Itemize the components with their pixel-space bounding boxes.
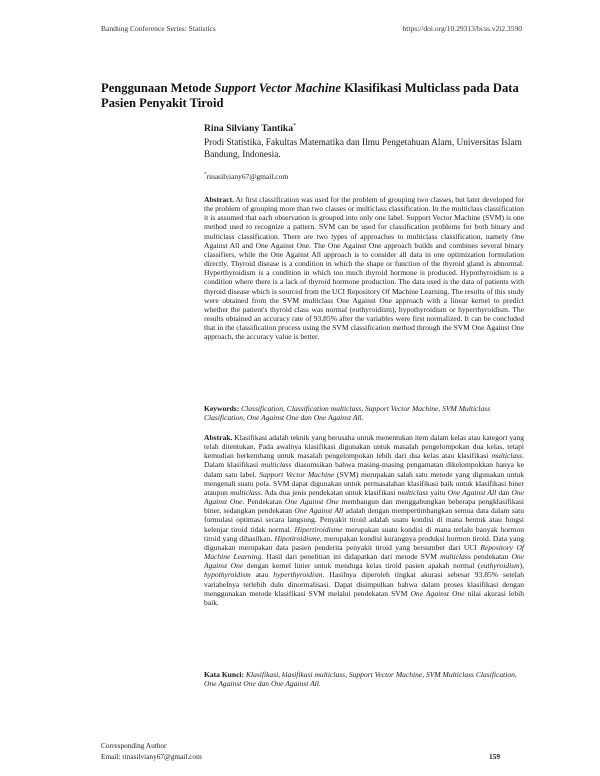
- title-part-2: Klasifikasi Multiclass pada Data Pasien Penyakit Tiroid: [101, 81, 519, 110]
- abstrak-text: (SVM) merupakan salah satu metode yang digunakan untuk mengenali suatu pola. SVM dapat digunakan untuk permasalahan klasifikasi baik untuk klasifikasi biner ataupun: [204, 469, 524, 497]
- abstrak-italic: Hipotiroidisme: [274, 533, 320, 543]
- abstrak-text: , merupakan kondisi kurangnya produksi hormon tiroid. Data yang digunakan merupakan data pasien penderita penyakit tiroid yang bersumber dari UCI: [204, 533, 524, 552]
- keywords-text: Classification, Classification multiclass, Support Vector Machine, SVM Multiclass Clasification, One Against One dan One Against All.: [204, 404, 491, 423]
- abstrak-text: yaitu: [428, 487, 448, 497]
- email-mark: *: [204, 172, 207, 178]
- author-email-text[interactable]: rinasilviany67@gmail.com: [206, 172, 289, 181]
- abstrak-text: . Hasil dari penelitian ini didapatkan dari metode SVM: [261, 552, 441, 562]
- keywords-english: [204, 404, 524, 423]
- author-mark: *: [293, 123, 297, 129]
- abstrak-text: membangun dan menggabungkan beberapa pengklasifikasi biner, sedangkan pendekatan: [204, 497, 524, 516]
- abstrak-italic: Support Vector Machine: [259, 469, 335, 479]
- abstrak-text: diasumsikan bahwa masing-masing pengamatan dikelompokkan hanya ke dalam satu label.: [204, 460, 524, 479]
- footer-email: Email: rinasilviany67@gmail.com: [101, 752, 202, 761]
- abstrak-italic: Hipertiroidisme: [294, 524, 343, 534]
- keywords-label: Keywords:: [204, 404, 240, 413]
- abstract-english: [204, 195, 524, 342]
- author-affiliation: Prodi Statistika, Fakultas Matematika dan Ilmu Pengetahuan Alam, Universitas Islam Bandung, Indonesia.: [204, 138, 522, 160]
- abstrak-italic: One Against One: [410, 588, 465, 598]
- abstrak-text: nilai akurasi lebih baik.: [204, 588, 524, 607]
- abstrak-italic: One Against One: [204, 552, 525, 571]
- abstract-text: At first classification was used for the problem of grouping two classes, but later developed for the problem of grouping more than two classes or multiclass classification. In the multiclass classification it is assumed that each observation is grouped into only one label. Support Vector Machine (SVM) is one method used to recognize a pattern. SVM can be used for classification problems for both binary and multiclass classification. There are two types of approaches to multiclass classification, namely One Against All and One Against One. The One Against One approach builds and combines several binary classifiers, while the One Against All approach is to consider all data in one optimization formulation directly. Thyroid disease is a condition in which the shape or function of the thyroid gland is abnormal. Hyperthyroidism is a condition in which too much thyroid hormone is produced. Hypothyroidism is a condition where there is a lack of thyroid hormone production. The data used is the data of patients with thyroid disease which is sourced from the UCI Repository Of Machine Learning. The results of this study were obtained from the SVM multiclass One Against One approach with a linear kernel to predict whether the patient's thyroid class was normal (euthyroidism), hypothyroidism or hyperthyroidism. The results obtained an accuracy rate of 93.85% after the variables were first normalized. It can be concluded that in the classification process using the SVM classification method through the SVM One Against One approach, the accuracy value is better.: [204, 195, 524, 342]
- kata-kunci-label: Kata Kunci:: [204, 670, 245, 679]
- abstrak-text: . Hasilnya diperoleh tingkat akurasi sebesar 93.85% setelah variabelnya terlebih dulu dinormalisasi. Dapat disimpulkan bahwa dalam proses klasifikasi dengan menggunakan metode klasifikasi SVM melalui pendekatan SVM: [204, 570, 524, 598]
- keywords-indonesian: [204, 670, 524, 689]
- footer-corresponding-author: Corresponding Author: [101, 741, 167, 750]
- running-header-left: Bandung Conference Series: Statistics: [101, 24, 216, 33]
- abstrak-italic: One Against All: [294, 506, 344, 516]
- abstrak-italic: One Against One: [284, 497, 339, 507]
- abstrak-italic: One Against All: [447, 487, 497, 497]
- abstrak-text: pendekatan: [470, 552, 512, 562]
- abstrak-italic: multiclass: [260, 460, 292, 470]
- paper-title: [101, 81, 521, 111]
- abstrak-italic: multiclass: [230, 487, 261, 497]
- abstrak-text: dan: [496, 487, 512, 497]
- abstrak-text: merupakan suatu kondisi di mana terlalu banyak hormon tiroid yang dihasilkan.: [204, 524, 524, 543]
- abstrak-text: Klasifikasi adalah teknik yang berusaha untuk menentukan item dalam kelas atau kategori yang telah ditentukan. Pada awalnya klasifikasi digunakan untuk masalah pengelompokan dua kelas, tetapi kemudian berkembang untuk masalah pengelompokan lebih dari dua kelas atau klasifikasi: [204, 433, 524, 461]
- abstract-label: Abstract.: [204, 195, 234, 204]
- abstrak-text: atau: [250, 570, 274, 580]
- abstrak-text: . Pendekatan: [242, 497, 285, 507]
- abstrak-italic: euthyroidism: [480, 561, 520, 571]
- abstrak-text: . Ada dua jenis pendekatan untuk klasifikasi: [260, 487, 398, 497]
- abstrak-italic: hyperthyroidism: [273, 570, 323, 580]
- abstrak-text: ),: [519, 561, 524, 571]
- abstrak-text: dengan kernel linier untuk menduga kelas tiroid pasien apakah normal (: [243, 561, 481, 571]
- abstrak-label: Abstrak.: [204, 433, 233, 442]
- abstrak-italic: Repository Of Machine Learning: [204, 542, 524, 562]
- abstract-indonesian: [204, 433, 524, 607]
- abstrak-italic: multiclass: [397, 487, 429, 497]
- abstrak-italic: multiclass: [491, 451, 523, 461]
- abstrak-italic: multiclass: [440, 552, 471, 562]
- abstrak-text: adalah dengan mempertimbangkan semua data dalam satu formulasi optimasi secara langsung. Penyakit tiroid adalah suatu kondisi di mana bentuk atau fungsi kelenjar tiroid tidak normal.: [204, 506, 524, 534]
- title-part-1: Penggunaan Metode: [101, 81, 215, 95]
- running-header-doi[interactable]: https://doi.org/10.29313/bcss.v2i2.3590: [402, 24, 522, 33]
- author-name: [204, 123, 296, 134]
- abstrak-italic: hypothyroidism: [204, 570, 251, 580]
- kata-kunci-text: Klasifikasi, klasifikasi multiclass, Support Vector Machine, SVM Multiclass Clasification, One Against One dan One Against All.: [204, 670, 517, 689]
- abstrak-italic: One Against One: [204, 487, 524, 507]
- abstrak-text: . Dalam klasifikasi: [204, 451, 524, 470]
- author-name-text: Rina Silviany Tantika: [204, 123, 294, 135]
- author-email: [204, 172, 288, 181]
- title-italic: Support Vector Machine: [214, 81, 342, 95]
- page-number: 159: [489, 752, 500, 761]
